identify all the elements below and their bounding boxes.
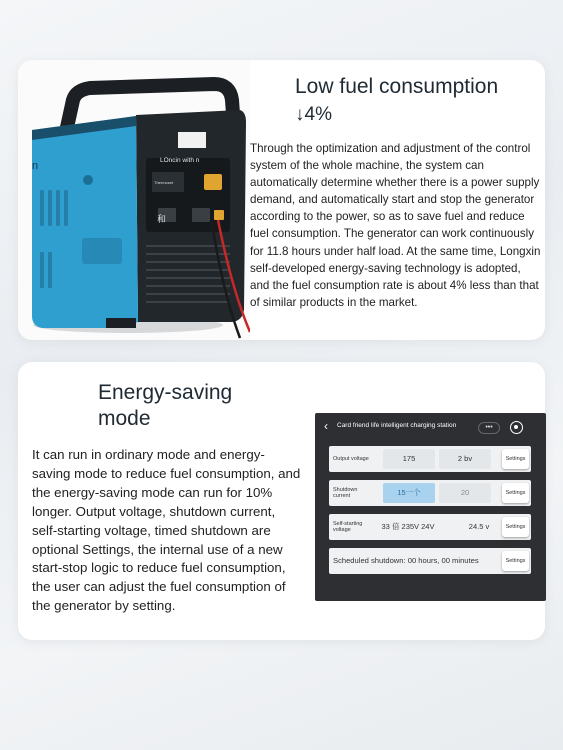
value-field-1[interactable]: 175: [383, 449, 435, 469]
more-dots-icon[interactable]: •••: [478, 422, 500, 434]
settings-button[interactable]: Settings: [502, 517, 529, 537]
setting-row-self-starting-voltage: [329, 514, 531, 540]
fuel-consumption-card: [18, 60, 545, 340]
setting-row-scheduled-shutdown: [329, 548, 531, 574]
value-field-1[interactable]: 15一个: [383, 483, 435, 503]
scheduled-shutdown-text[interactable]: Scheduled shutdown: 00 hours, 00 minutes: [333, 556, 479, 565]
generator-side-label: n: [32, 160, 39, 172]
value-field-2[interactable]: 2 bv: [439, 449, 491, 469]
settings-button[interactable]: Settings: [502, 551, 529, 571]
settings-button[interactable]: Settings: [502, 483, 529, 503]
generator-panel-char: 和: [157, 214, 167, 224]
value-field-1[interactable]: 33 倍 235V 24V: [381, 522, 435, 531]
app-title: Card friend life intelligent charging station: [337, 422, 457, 429]
value-field-2[interactable]: 24.5 v: [468, 522, 490, 531]
chevron-left-icon[interactable]: ‹: [324, 419, 328, 433]
setting-label: Self-starting voltage: [333, 521, 363, 533]
generator-illustration: [18, 60, 250, 340]
setting-label: Output voltage: [333, 456, 369, 462]
app-screenshot: [315, 413, 546, 601]
fuel-reduction-value: ↓4%: [295, 104, 332, 125]
value-field-2[interactable]: 20: [439, 483, 491, 503]
generator-brand-text: LOncin with n: [160, 157, 200, 164]
target-close-icon[interactable]: [510, 421, 523, 434]
settings-button[interactable]: Settings: [502, 449, 529, 469]
svg-text:Thermoset: Thermoset: [154, 180, 174, 185]
section-body: It can run in ordinary mode and energy-saving mode to reduce fuel consumption, and the energy-saving mode can run for 10% longer. Output voltage, shutdown current, self-starting voltage, timed shutdown are optional Settings, the internal use of a new start-stop logic to reduce fuel consumption, the user can adjust the fuel consumption of the generator by setting.: [32, 447, 301, 614]
setting-label: Shutdown current: [333, 487, 358, 499]
generator-image: [18, 60, 250, 340]
setting-row-shutdown-current: [329, 480, 531, 506]
app-header: [315, 419, 546, 437]
section-body: Through the optimization and adjustment of the control system of the whole machine, the system can automatically determine whether there is a power supply demand, and automatically start and stop the generator according to the power, so as to save fuel and reduce fuel consumption. The generator can work continuously for 11.8 hours under half load. At the same time, Longxin self-developed energy-saving technology is adopted, and the fuel consumption rate is about 4% less than that of similar products in the market.: [250, 142, 541, 309]
section-title: Low fuel consumption: [295, 75, 499, 98]
energy-saving-card: [18, 362, 545, 640]
section-title: Energy-saving mode: [98, 381, 233, 430]
setting-row-output-voltage: [329, 446, 531, 472]
